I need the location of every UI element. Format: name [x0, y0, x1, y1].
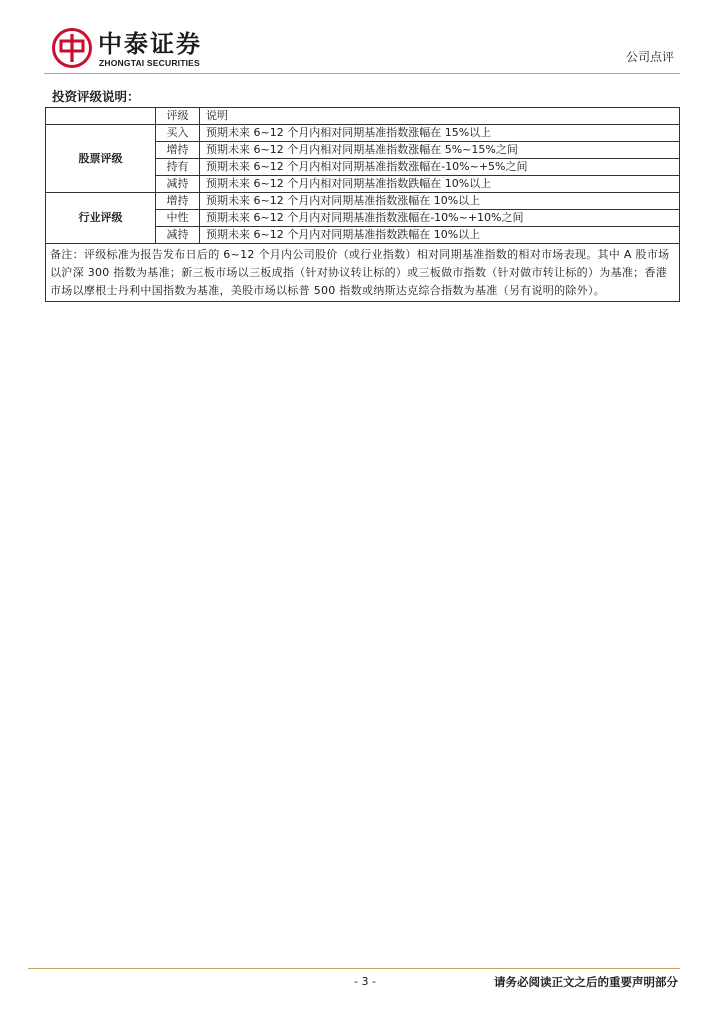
- rating-level: 持有: [156, 159, 200, 176]
- rating-note: 备注：评级标准为报告发布日后的 6~12 个月内公司股价（或行业指数）相对同期基准指数的相对市场表现。其中 A 股市场以沪深 300 指数为基准；新三板市场以三板成指（针对协议转让标的）或三板做市指数（针对做市转让标的）为基准；香港市场以摩根士丹利中国指数为基准，美股市场以标普 500 指数或纳斯达克综合指数为基准（另有说明的除外）。: [46, 244, 680, 302]
- rating-level: 减持: [156, 176, 200, 193]
- rating-description: 预期未来 6~12 个月内对同期基准指数涨幅在 10%以上: [200, 193, 680, 210]
- page-header: [52, 28, 674, 70]
- rating-level: 买入: [156, 125, 200, 142]
- page-number: - 3 -: [354, 975, 376, 988]
- rating-description: 预期未来 6~12 个月内对同期基准指数跌幅在 10%以上: [200, 227, 680, 244]
- footer-divider: [28, 968, 680, 969]
- rating-level: 增持: [156, 193, 200, 210]
- rating-description: 预期未来 6~12 个月内相对同期基准指数涨幅在 15%以上: [200, 125, 680, 142]
- header-divider: [44, 73, 680, 74]
- table-row: [46, 193, 680, 210]
- rating-description: 预期未来 6~12 个月内对同期基准指数涨幅在-10%~+10%之间: [200, 210, 680, 227]
- stock-rating-category: 股票评级: [46, 125, 156, 193]
- rating-table: [45, 107, 680, 302]
- rating-level: 增持: [156, 142, 200, 159]
- rating-description: 预期未来 6~12 个月内相对同期基准指数跌幅在 10%以上: [200, 176, 680, 193]
- rating-level: 减持: [156, 227, 200, 244]
- rating-description: 预期未来 6~12 个月内相对同期基准指数涨幅在 5%~15%之间: [200, 142, 680, 159]
- industry-rating-category: 行业评级: [46, 193, 156, 244]
- header-blank-cell: [46, 108, 156, 125]
- table-note-row: [46, 244, 680, 302]
- header-description: 说明: [200, 108, 680, 125]
- footer-disclaimer: 请务必阅读正文之后的重要声明部分: [494, 975, 678, 989]
- rating-description: 预期未来 6~12 个月内相对同期基准指数涨幅在-10%~+5%之间: [200, 159, 680, 176]
- header-rating: 评级: [156, 108, 200, 125]
- company-name-cn: 中泰证券: [98, 30, 202, 58]
- section-title: 投资评级说明：: [52, 89, 140, 104]
- rating-level: 中性: [156, 210, 200, 227]
- company-name-en: ZHONGTAI SECURITIES: [99, 58, 200, 68]
- report-type-label: 公司点评: [625, 50, 674, 64]
- zhongtai-logo-icon: [52, 28, 92, 68]
- table-row: [46, 125, 680, 142]
- table-header-row: [46, 108, 680, 125]
